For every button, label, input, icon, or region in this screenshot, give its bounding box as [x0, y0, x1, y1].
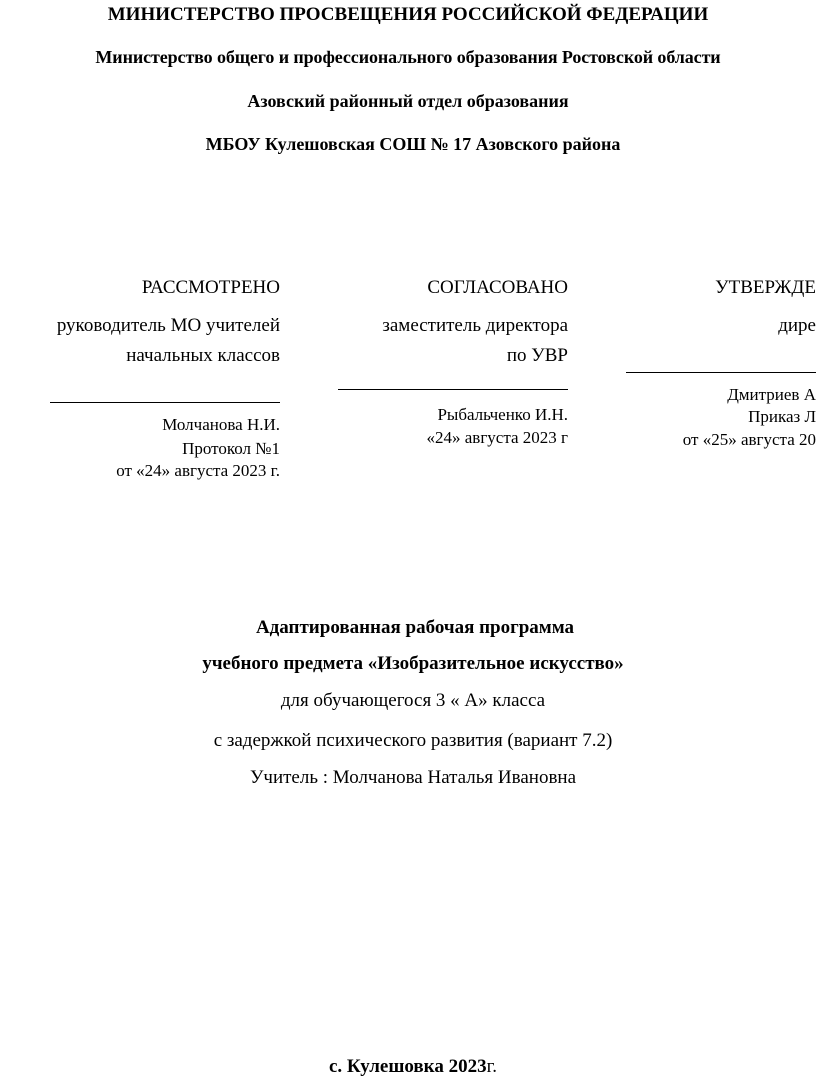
program-teacher: Учитель : Молчанова Наталья Ивановна [249, 767, 577, 788]
place-year-suffix: г. [486, 1056, 497, 1077]
approved-position-line1: дире [778, 315, 816, 336]
considered-protocol: Протокол №1 [182, 439, 280, 458]
agreed-position-line1: заместитель директора [382, 315, 568, 336]
approved-date: от «25» августа 20 [682, 430, 816, 449]
agreed-date: «24» августа 2023 г [426, 428, 568, 447]
school-heading: МБОУ Кулешовская СОШ № 17 Азовского района [205, 134, 621, 154]
approval-agreed [300, 0, 568, 500]
considered-position-line2: начальных классов [126, 345, 280, 366]
program-title-line2: учебного предмета «Изобразительное искусство» [202, 653, 624, 674]
place-year [5, 1057, 816, 1076]
agreed-heading: СОГЛАСОВАНО [427, 277, 568, 298]
considered-name: Молчанова Н.И. [162, 415, 280, 434]
considered-signature-line [50, 402, 280, 403]
approval-approved [590, 0, 816, 500]
program-variant: с задержкой психического развития (вариант 7.2) [213, 730, 613, 751]
ministry-heading: МИНИСТЕРСТВО ПРОСВЕЩЕНИЯ РОССИЙСКОЙ ФЕДЕРАЦИИ [107, 4, 709, 25]
approved-order: Приказ Л [748, 407, 816, 426]
considered-position-line1: руководитель МО учителей [56, 315, 280, 336]
considered-date: от «24» августа 2023 г. [116, 461, 280, 480]
agreed-position-line2: по УВР [506, 345, 568, 366]
district-department-heading: Азовский районный отдел образования [247, 91, 569, 111]
approval-considered [0, 0, 280, 500]
agreed-name: Рыбальченко И.Н. [437, 405, 568, 424]
considered-heading: РАССМОТРЕНО [141, 277, 280, 298]
approved-heading: УТВЕРЖДЕ [715, 277, 816, 298]
agreed-signature-line [338, 389, 568, 390]
program-title-line1: Адаптированная рабочая программа [255, 617, 575, 638]
program-for-student: для обучающегося 3 « А» класса [280, 690, 546, 711]
approved-name: Дмитриев А [727, 385, 816, 404]
regional-ministry-heading: Министерство общего и профессионального образования Ростовской области [95, 47, 721, 67]
approved-signature-line [626, 372, 816, 373]
place-year-bold: с. Кулешовка 2023 [328, 1056, 487, 1077]
